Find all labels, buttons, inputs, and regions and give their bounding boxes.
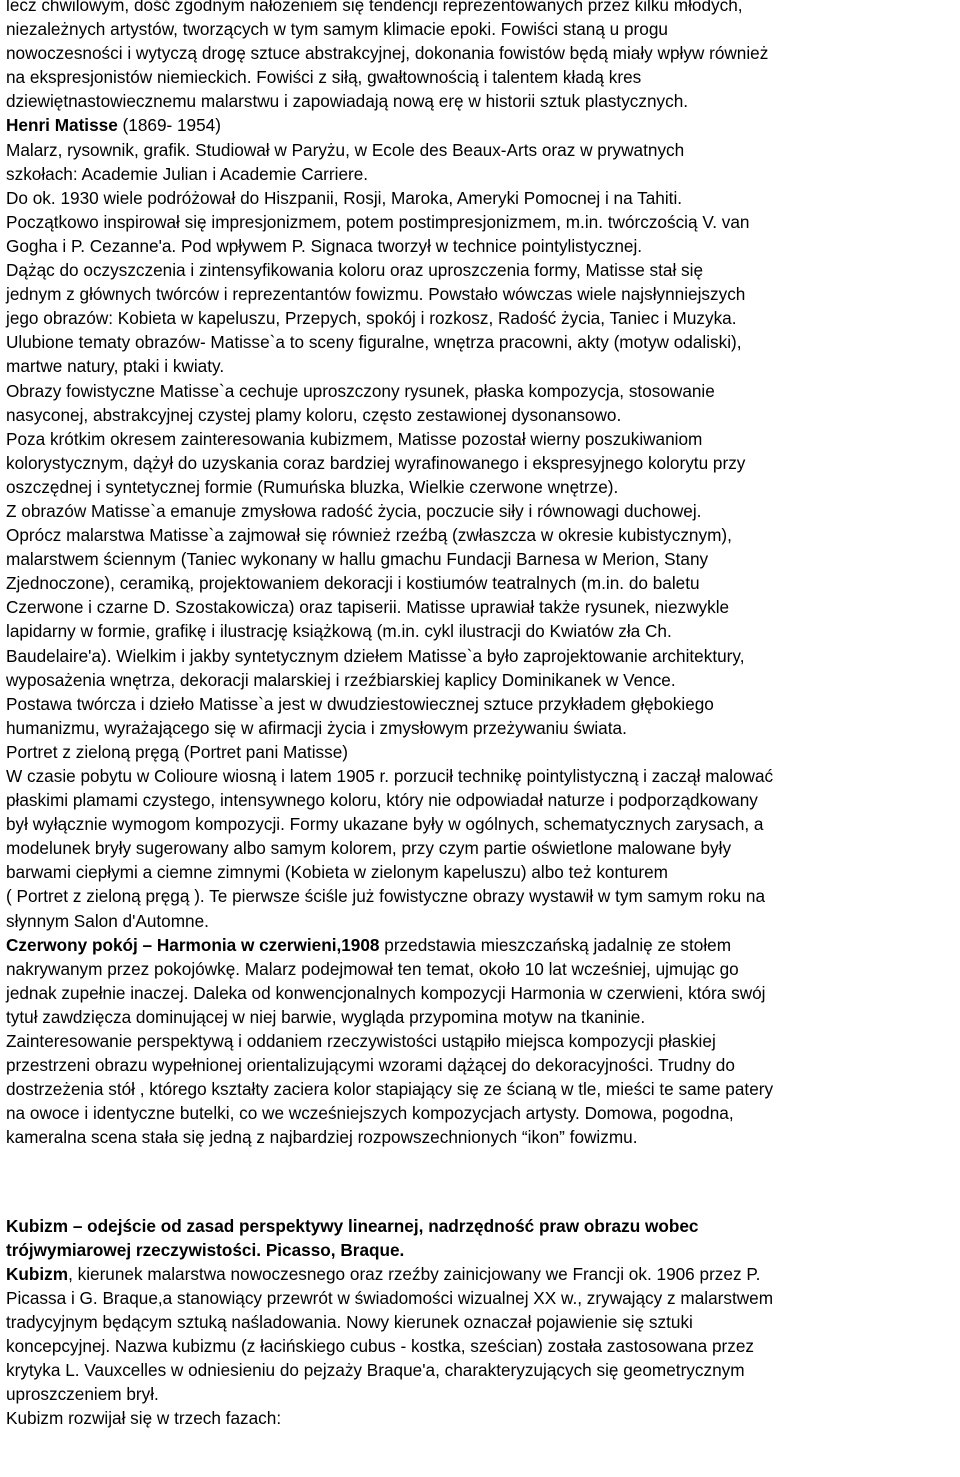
- text-line: krytyka L. Vauxcelles w odniesieniu do pejzaży Braque'a, charakteryzujących się geometrycznym: [6, 1360, 745, 1381]
- painting-title: Portret z zieloną pręgą (Portret pani Matisse): [6, 741, 348, 762]
- text-line: nowoczesności i wytyczą drogę sztuce abstrakcyjnej, dokonania fowistów będą miały wpływ również: [6, 43, 769, 64]
- painting-heading-bold: Czerwony pokój – Harmonia w czerwieni,1908: [6, 934, 380, 955]
- text-line: na ekspresjonistów niemieckich. Fowiści z siłą, gwałtownością i talentem kładą kres: [6, 67, 642, 88]
- text-line: Czerwone i czarne D. Szostakowicza) oraz tapiserii. Matisse uprawiał także rysunek, niezwykle: [6, 597, 730, 618]
- text-line: Zainteresowanie perspektywą i oddaniem rzeczywistości ustąpiło miejsca kompozycji płaskiej: [6, 1031, 716, 1052]
- document-page: [6, 0, 956, 1430]
- term-kubizm: Kubizm: [6, 1263, 69, 1284]
- text-line: był wyłącznie wymogom kompozycji. Formy ukazane były w ogólnych, schematycznych zarysach, a: [6, 814, 764, 835]
- text-line: dziewiętnastowiecznemu malarstwu i zapowiadają nową erę w historii sztuk plastycznych.: [6, 91, 689, 112]
- text-line: barwami ciepłymi a ciemne zimnymi (Kobieta w zielonym kapeluszu) albo też konturem: [6, 862, 668, 883]
- section-spacer: [6, 1150, 956, 1214]
- text-line: nakrywanym przez pokojówkę. Malarz podejmował ten temat, około 10 lat wcześniej, ujmując go: [6, 958, 739, 979]
- text-line: Oprócz malarstwa Matisse`a zajmował się również rzeźbą (zwłaszcza w okresie kubistycznym),: [6, 525, 732, 546]
- text-line: Początkowo inspirował się impresjonizmem, potem postimpresjonizmem, m.in. twórczością V. van: [6, 211, 750, 232]
- painting-heading: [6, 933, 956, 957]
- text-line: Picassa i G. Braque,a stanowiący przewrót w świadomości wizualnej XX w., zrywający z malarstwem: [6, 1287, 774, 1308]
- section-heading: trójwymiarowej rzeczywistości. Picasso, Braque.: [6, 1239, 405, 1260]
- text-line: Postawa twórcza i dzieło Matisse`a jest w dwudziestowiecznej sztuce przykładem głębokiego: [6, 693, 714, 714]
- text-line: ( Portret z zieloną pręgą ). Te pierwsze ściśle już fowistyczne obrazy wystawił w tym samym roku na: [6, 886, 766, 907]
- text-line: jednak zupełnie inaczej. Daleka od konwencjonalnych kompozycji Harmonia w czerwieni, która swój: [6, 982, 766, 1003]
- text-line: uproszczeniem brył.: [6, 1384, 159, 1405]
- text-line: modelunek bryły sugerowany albo samym kolorem, przy czym partie oświetlone malowane były: [6, 838, 732, 859]
- text-line: na owoce i identyczne butelki, co we wcześniejszych kompozycjach artysty. Domowa, pogodna,: [6, 1103, 734, 1124]
- artist-name: Henri Matisse: [6, 115, 118, 136]
- text-line: wyposażenia wnętrza, dekoracji malarskiej i rzeźbiarskiej kaplicy Dominikanek w Vence.: [6, 669, 676, 690]
- artist-heading: [6, 113, 956, 137]
- text-line: jego obrazów: Kobieta w kapeluszu, Przepych, spokój i rozkosz, Radość życia, Taniec i Muzyka.: [6, 308, 737, 329]
- definition-line: [6, 1262, 956, 1286]
- text-line: Kubizm rozwijał się w trzech fazach:: [6, 1408, 282, 1429]
- text-line: przestrzeni obrazu wypełnionej orientalizującymi wzorami dążącej do dekoracyjności. Trudny do: [6, 1055, 735, 1076]
- text-line: Zjednoczone), ceramiką, projektowaniem dekoracji i kostiumów teatralnych (m.in. do baletu: [6, 573, 700, 594]
- text-line: Z obrazów Matisse`a emanuje zmysłowa radość życia, poczucie siły i równowagi duchowej.: [6, 500, 702, 521]
- text-line: kameralna scena stała się jedną z najbardziej rozpowszechnionych “ikon” fowizmu.: [6, 1127, 638, 1148]
- text-line: Baudelaire'a). Wielkim i jakby syntetycznym dziełem Matisse`a było zaprojektowanie architektury,: [6, 645, 745, 666]
- text-line: martwe natury, ptaki i kwiaty.: [6, 356, 225, 377]
- definition-text: , kierunek malarstwa nowoczesnego oraz rzeźby zainicjowany we Francji ok. 1906 przez P.: [68, 1263, 761, 1284]
- text-line: niezależnych artystów, tworzących w tym samym klimacie epoki. Fowiści staną u progu: [6, 19, 668, 40]
- text-line: W czasie pobytu w Colioure wiosną i latem 1905 r. porzucił technikę pointylistyczną i zaczął malować: [6, 766, 774, 786]
- text-line: nasyconej, abstrakcyjnej czystej plamy koloru, często zestawionej dysonansowo.: [6, 404, 622, 425]
- text-line: kolorystycznym, dążył do uzyskania coraz bardziej wyrafinowanego i ekspresyjnego kolorytu przy: [6, 452, 746, 473]
- text-line: oszczędnej i syntetycznej formie (Rumuńska bluzka, Wielkie czerwone wnętrze).: [6, 476, 619, 497]
- text-line: dostrzeżenia stół , którego kształty zaciera kolor stapiający się ze ścianą w tle, mieści te same patery: [6, 1079, 774, 1100]
- text-line: humanizmu, wyrażającego się w afirmacji życia i zmysłowym przeżywaniu świata.: [6, 717, 627, 738]
- text-line: lapidarny w formie, grafikę i ilustrację książkową (m.in. cykl ilustracji do Kwiatów zła Ch.: [6, 621, 672, 642]
- artist-dates: (1869- 1954): [117, 115, 221, 136]
- text-line: Gogha i P. Cezanne'a. Pod wpływem P. Signaca tworzył w technice pointylistycznej.: [6, 235, 643, 256]
- text-line: płaskimi plamami czystego, intensywnego koloru, który nie odpowiadał naturze i podporządkowany: [6, 790, 758, 811]
- text-line: tradycyjnym będącym sztuką naśladowania. Nowy kierunek oznaczał pojawienie się sztuki: [6, 1311, 693, 1332]
- text-line: szkołach: Academie Julian i Academie Carriere.: [6, 163, 369, 184]
- text-line: Obrazy fowistyczne Matisse`a cechuje uproszczony rysunek, płaska kompozycja, stosowanie: [6, 380, 715, 401]
- text-line: Poza krótkim okresem zainteresowania kubizmem, Matisse pozostał wierny poszukiwaniom: [6, 428, 703, 449]
- text-line: Ulubione tematy obrazów- Matisse`a to sceny figuralne, wnętrza pracowni, akty (motyw odaliski),: [6, 332, 742, 353]
- painting-heading-rest: przedstawia mieszczańską jadalnię ze stołem: [379, 934, 732, 955]
- text-line: słynnym Salon d'Automne.: [6, 910, 209, 931]
- section-heading: Kubizm – odejście od zasad perspektywy linearnej, nadrzędność praw obrazu wobec: [6, 1215, 699, 1236]
- text-line: lecz chwilowym, dość zgodnym nałożeniem się tendencji reprezentowanych przez kilku młodych,: [6, 0, 743, 15]
- text-line: Do ok. 1930 wiele podróżował do Hiszpanii, Rosji, Maroka, Ameryki Pomocnej i na Tahiti.: [6, 187, 683, 208]
- text-line: malarstwem ściennym (Taniec wykonany w hallu gmachu Fundacji Barnesa w Merion, Stany: [6, 549, 709, 570]
- text-line: koncepcyjnej. Nazwa kubizmu (z łacińskiego cubus - kostka, sześcian) została zastosowana przez: [6, 1335, 754, 1356]
- text-line: jednym z głównych twórców i reprezentantów fowizmu. Powstało wówczas wiele najsłynniejszych: [6, 284, 746, 305]
- text-line: Malarz, rysownik, grafik. Studiował w Paryżu, w Ecole des Beaux-Arts oraz w prywatnych: [6, 139, 685, 160]
- text-line: Dążąc do oczyszczenia i zintensyfikowania koloru oraz uproszczenia formy, Matisse stał się: [6, 260, 704, 281]
- text-line: tytuł zawdzięcza dominującej w niej barwie, wygląda przypomina motyw na tkaninie.: [6, 1006, 646, 1027]
